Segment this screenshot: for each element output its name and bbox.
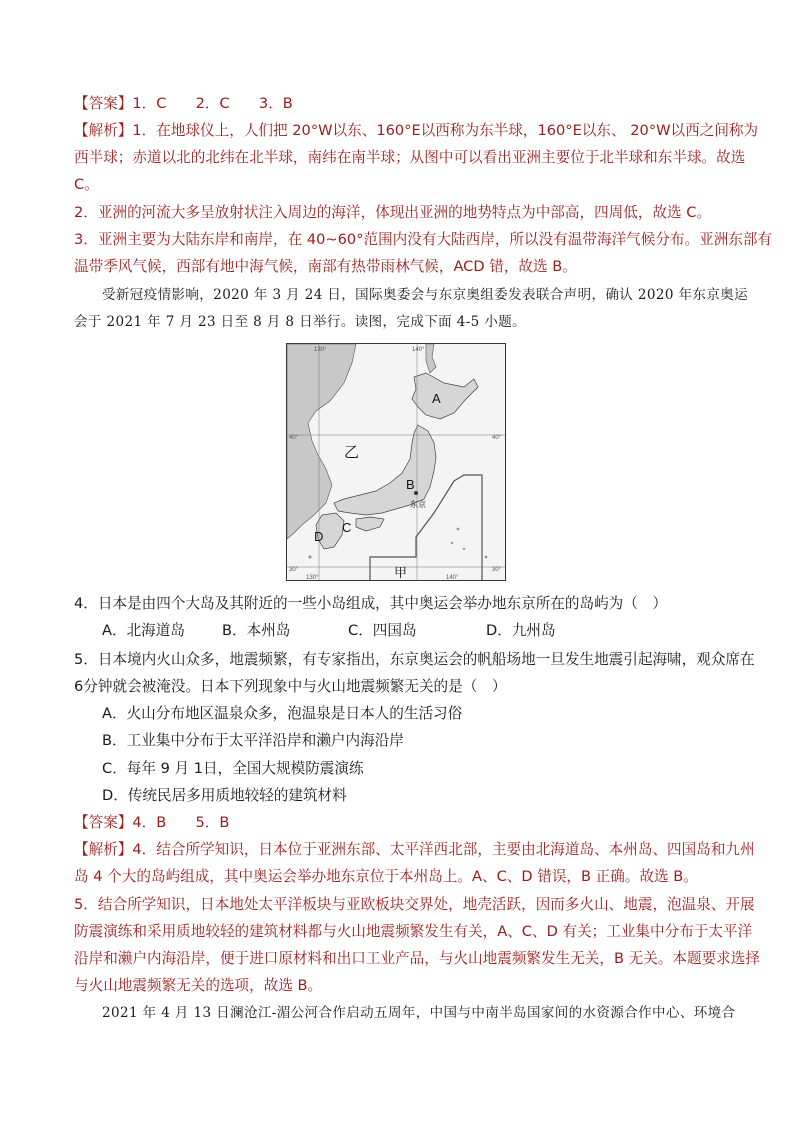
intro-line-2: 会于 2021 年 7 月 23 日至 8 月 8 日举行。读图，完成下面 4-5 小题。 <box>74 314 527 330</box>
analysis-line-2: 西半球；赤道以北的北纬在北半球，南纬在南半球；从图中可以看出亚洲主要位于北半球和东半球。故选 <box>74 149 746 166</box>
answer-tag: 【答案】 <box>74 95 133 112</box>
label-d: D <box>314 529 324 544</box>
analysis-line-4: 2．亚洲的河流大多呈放射状注入周边的海洋，体现出亚洲的地势特点为中部高，四周低，故选 C。 <box>74 204 712 221</box>
question-5-stem-2: 6分钟就会被淹没。日本下列现象中与火山地震频繁无关的是（ ） <box>74 678 507 695</box>
analysis-text: 4．结合所学知识，日本位于亚洲东部、太平洋西北部，主要由北海道岛、本州岛、四国岛和九州 <box>132 841 755 858</box>
analysis-line-3: C。 <box>74 176 99 193</box>
japan-map <box>286 343 506 581</box>
q5-option-d: D．传统民居多用质地较轻的建筑材料 <box>102 787 347 804</box>
q5-option-c: C．每年 9 月 1日，全国大规模防震演练 <box>102 760 364 777</box>
analysis-line-1 <box>74 121 759 141</box>
label-b: B <box>406 477 415 492</box>
analysis2-line-3: 5．结合所学知识，日本地处太平洋板块与亚欧板块交界处，地壳活跃，因而多火山、地震，泡温泉、开展 <box>74 896 755 913</box>
lat-label-30-right: 30° <box>492 567 502 573</box>
label-a: A <box>432 391 441 406</box>
analysis-text: 1．在地球仪上，人们把 20°W以东、160°E以西称为东半球，160°E以东、 20°W以西之间称为 <box>132 122 759 139</box>
question-5-stem-1: 5．日本境内火山众多，地震频繁，有专家指出，东京奥运会的帆船场地一旦发生地震引起海啸，观众席在 <box>74 651 755 668</box>
label-jia: 甲 <box>394 566 408 581</box>
lon-label-140-bottom: 140° <box>446 575 459 581</box>
lat-label-40-right: 40° <box>492 435 502 441</box>
analysis2-line-4: 防震演练和采用质地较轻的建筑材料都与火山地震频繁发生有关，A、C、D 有关；工业集中分布于太平洋 <box>74 923 753 940</box>
q5-option-a: A．火山分布地区温泉众多，泡温泉是日本人的生活习俗 <box>102 705 463 722</box>
analysis2-line-2: 岛 4 个大的岛屿组成，其中奥运会举办地东京位于本州岛上。A、C、D 错误，B 正确。故选 B。 <box>74 868 698 885</box>
answer-tag: 【答案】 <box>74 814 133 831</box>
lat-label-40-left: 40° <box>289 435 299 441</box>
analysis-tag: 【解析】 <box>74 122 133 139</box>
question-4-stem: 4．日本是由四个大岛及其附近的一些小岛组成，其中奥运会举办地东京所在的岛屿为（ ） <box>74 595 668 612</box>
q4-option-b: B．本州岛 <box>222 622 291 639</box>
answer-text: 1．C 2．C 3．B <box>132 95 293 112</box>
answer-line-1 <box>74 94 734 114</box>
analysis-tag: 【解析】 <box>74 841 133 858</box>
q5-option-b: B．工业集中分布于太平洋沿岸和濑户内海沿岸 <box>102 732 404 749</box>
analysis2-line-5: 沿岸和濑户内海沿岸，便于进口原材料和出口工业产品，与火山地震频繁发生无关，B 无关。本题要求选择 <box>74 950 760 967</box>
answer-text: 4．B 5．B <box>132 814 230 831</box>
lon-label-140: 140° <box>412 347 425 353</box>
q4-option-c: C．四国岛 <box>348 622 417 639</box>
label-yi: 乙 <box>344 443 360 461</box>
intro-line-1: 受新冠疫情影响，2020 年 3 月 24 日，国际奥委会与东京奥组委发表联合声明，确认 2020 年东京奥运 <box>102 287 749 303</box>
lon-label-130: 130° <box>314 347 327 353</box>
intro3-line-1: 2021 年 4 月 13 日澜沧江-湄公河合作启动五周年，中国与中南半岛国家间的水资源合作中心、环境合 <box>102 1005 736 1021</box>
q4-option-d: D．九州岛 <box>486 622 556 639</box>
label-tokyo: 东京 <box>410 500 426 509</box>
answer-line-2 <box>74 813 734 833</box>
lat-label-30-left: 30° <box>289 567 299 573</box>
label-c: C <box>342 520 352 535</box>
analysis-line-5: 3．亚洲主要为大陆东岸和南岸，在 40~60°范围内没有大陆西岸，所以没有温带海洋气候分布。亚洲东部有 <box>74 231 773 248</box>
analysis2-line-1 <box>74 840 755 860</box>
lon-label-130-bottom: 130° <box>306 575 319 581</box>
q4-option-a: A．北海道岛 <box>102 622 185 639</box>
analysis2-line-6: 与火山地震频繁无关的选项，故选 B。 <box>74 977 323 994</box>
analysis-line-6: 温带季风气候，西部有地中海气候，南部有热带雨林气候，ACD 错，故选 B。 <box>74 258 577 275</box>
